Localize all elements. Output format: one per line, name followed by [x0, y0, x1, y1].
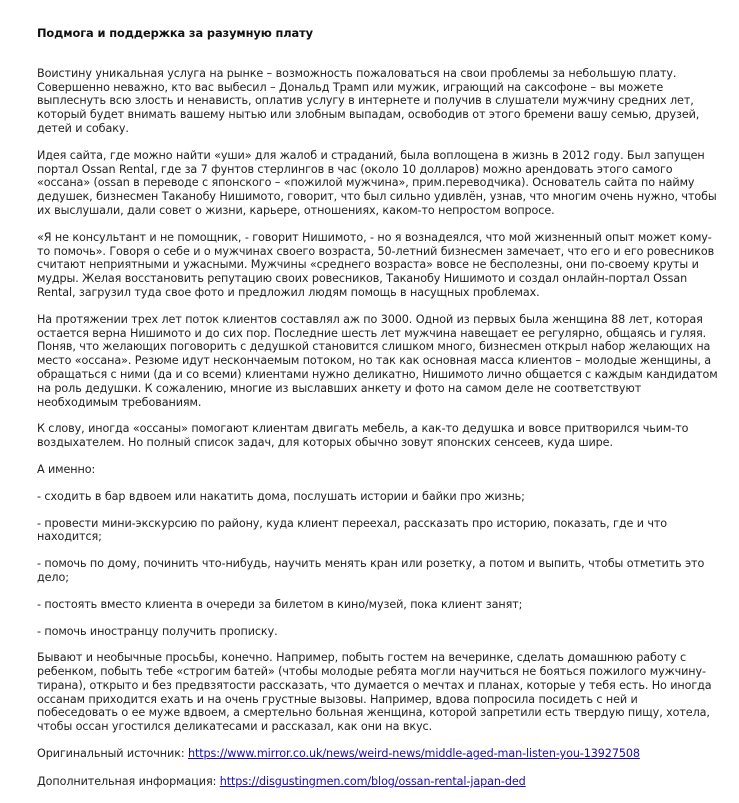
- source-line: [37, 747, 721, 761]
- more-info-line: [37, 775, 721, 789]
- list-item: - помочь по дому, починить что-нибудь, научить менять кран или розетку, а потом и выпить, чтобы отметить это дело;: [37, 557, 705, 584]
- article: [37, 27, 721, 803]
- more-info-link[interactable]: https://disgustingmen.com/blog/ossan-rental-japan-ded: [219, 774, 526, 788]
- article-title: Подмога и поддержка за разумную плату: [37, 26, 313, 40]
- list-item: - помочь иностранцу получить прописку.: [37, 624, 278, 638]
- paragraph-clients: На протяжении трех лет поток клиентов составлял аж по 3000. Одной из первых была женщина 88 лет, которая остается верна Нишимото и до сих пор. Последние шесть лет мужчина навещает ее регулярно, общаясь и гуляя. Поняв, что желающих поговорить с дедушкой становится слишком много, бизнесмен открыл набор желающих на место «оссана». Резюме идут нескончаемым потоком, но так как основная масса клиентов – молодые женщины, а обращаться с ними (да и со всеми) клиентами нужно деликатно, Нишимото лично общается с каждым кандидатом на роль дедушки. К сожалению, многие из выславших анкету и фото на самом деле не соответствуют необходимым требованиям.: [37, 312, 718, 409]
- paragraph-intro: Воистину уникальная услуга на рынке – возможность пожаловаться на свои проблемы за небольшую плату. Совершенно неважно, кто вас выбесил – Дональд Трамп или мужик, играющий на саксофоне – вы можете выплеснуть всю злость и ненависть, оплатив услугу в интернете и получив в слушатели мужчину средних лет, который будет внимать вашему нытью или злобным выпадам, освободив от этого бремени вашу семью, друзей, детей и собаку.: [37, 66, 700, 135]
- paragraph-quote: «Я не консультант и не помощник, - говорит Нишимото, - но я вознадеялся, что мой жизненный опыт может кому-то помочь». Говоря о себе и о мужчинах своего возраста, 50-летний бизнесмен замечает, что его и его ровесников считают неприятными и ужасными. Мужчины «среднего возраста» вовсе не бесполезны, они по-своему круты и мудры. Желая восстановить репутацию своих ровесников, Таканобу Нишимото и создал онлайн-портал Ossan Rental, загрузил туда свое фото и предложил людям помощь в насущных проблемах.: [37, 230, 715, 299]
- list-item: - провести мини-экскурсию по району, куда клиент переехал, рассказать про историю, показать, где и что находится;: [37, 516, 667, 544]
- paragraph-closing: Бывают и необычные просьбы, конечно. Например, побыть гостем на вечеринке, сделать домашнюю работу с ребенком, побыть тебе «строгим батей» (чтобы молодые ребята могли научиться не бояться пожилого мужчину-тирана), открыто и без предвзятости рассказать, что думается о мечтах и планах, которые у тебя есть. Но иногда оссанам приходится ехать и на очень грустные вызовы. Например, вдова попросила посидеть с ней и побеседовать о ее муже вдвоем, а смертельно больная женщина, которой запретили есть твердую пищу, хотела, чтобы оссан угостился деликатесами и рассказал, как они на вкус.: [37, 651, 712, 734]
- source-link[interactable]: https://www.mirror.co.uk/news/weird-news/middle-aged-man-listen-you-13927508: [187, 747, 640, 761]
- paragraph-list-intro: А именно:: [37, 462, 96, 476]
- list-item: - постоять вместо клиента в очереди за билетом в кино/музей, пока клиент занят;: [37, 597, 523, 611]
- more-info-label: Дополнительная информация:: [37, 774, 220, 788]
- source-label: Оригинальный источник:: [37, 747, 188, 761]
- paragraph-history: Идея сайта, где можно найти «уши» для жалоб и страданий, была воплощена в жизнь в 2012 году. Был запущен портал Ossan Rental, где за 7 фунтов стерлингов в час (около 10 долларов) можно арендовать этого самого «оссана» (ossan в переводе с японского – «пожилой мужчина», прим.переводчика). Основатель сайта по найму дедушек, бизнесмен Таканобу Нишимото, говорит, что был сильно удивлён, узнав, что многим очень нужно, чтобы их выслушали, дали совет о жизни, карьере, отношениях, каком-то непростом вопросе.: [37, 148, 717, 217]
- paragraph-tasks: К слову, иногда «оссаны» помогают клиентам двигать мебель, а как-то дедушка и вовсе притворился чьим-то воздыхателем. Но полный список задач, для которых обычно зовут японских сенсеев, куда шире.: [37, 422, 689, 450]
- list-item: - сходить в бар вдвоем или накатить дома, послушать истории и байки про жизнь;: [37, 489, 525, 503]
